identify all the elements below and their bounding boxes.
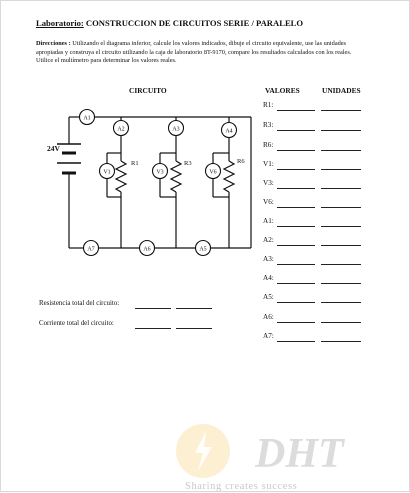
lab-title: CONSTRUCCION DE CIRCUITOS SERIE / PARALELO <box>85 18 304 28</box>
value-blank[interactable] <box>277 245 315 246</box>
unit-blank[interactable] <box>321 188 361 189</box>
watermark-slogan: Sharing creates success <box>185 481 298 492</box>
ammeter-a7 <box>84 241 99 256</box>
value-blank[interactable] <box>277 169 315 170</box>
unit-blank[interactable] <box>321 264 361 265</box>
svg-text:A7: A7 <box>87 246 95 253</box>
value-blank[interactable] <box>277 207 315 208</box>
value-row: V3: <box>263 179 274 187</box>
svg-text:V3: V3 <box>156 169 164 176</box>
unit-blank[interactable] <box>321 283 361 284</box>
resistor-label: R6 <box>237 158 245 165</box>
directions-label: Direcciones : <box>36 40 71 47</box>
voltmeter-v1 <box>100 164 115 179</box>
values-column-header: VALORES <box>265 86 300 95</box>
unit-blank[interactable] <box>321 226 361 227</box>
unit-blank[interactable] <box>321 302 361 303</box>
value-blank[interactable] <box>277 322 315 323</box>
unit-blank[interactable] <box>321 207 361 208</box>
value-row: R3: <box>263 121 274 129</box>
value-blank[interactable] <box>277 150 315 151</box>
value-row: R1: <box>263 101 274 109</box>
svg-text:A3: A3 <box>172 126 180 133</box>
unit-blank[interactable] <box>321 150 361 151</box>
svg-text:A4: A4 <box>225 128 233 135</box>
value-row: V1: <box>263 160 274 168</box>
units-column-header: UNIDADES <box>322 86 361 95</box>
svg-text:V6: V6 <box>209 169 217 176</box>
value-blank[interactable] <box>277 110 315 111</box>
unit-blank[interactable] <box>321 341 361 342</box>
unit-blank[interactable] <box>321 322 361 323</box>
ammeter-a5 <box>196 241 211 256</box>
resistor-label: R1 <box>131 160 139 167</box>
value-row: A6: <box>263 313 274 321</box>
value-row: R6: <box>263 141 274 149</box>
total-resistance-unit-blank[interactable] <box>176 308 212 309</box>
svg-text:V1: V1 <box>103 169 111 176</box>
svg-text:A1: A1 <box>83 115 91 122</box>
unit-blank[interactable] <box>321 110 361 111</box>
svg-text:A5: A5 <box>199 246 207 253</box>
unit-blank[interactable] <box>321 169 361 170</box>
total-resistance-value-blank[interactable] <box>135 308 171 309</box>
voltmeter-v6 <box>206 164 221 179</box>
svg-text:A2: A2 <box>117 126 125 133</box>
ammeter-a6 <box>140 241 155 256</box>
lab-label: Laboratorio: <box>36 18 84 28</box>
value-blank[interactable] <box>277 264 315 265</box>
total-resistance-label: Resistencia total del circuito: <box>39 300 120 307</box>
value-blank[interactable] <box>277 130 315 131</box>
unit-blank[interactable] <box>321 245 361 246</box>
voltmeter-v3 <box>153 164 168 179</box>
value-blank[interactable] <box>277 341 315 342</box>
value-row: A1: <box>263 217 274 225</box>
circuit-diagram <box>1 1 410 301</box>
total-current-label: Corriente total del circuito: <box>39 320 114 327</box>
watermark-logo <box>169 419 409 493</box>
ammeter-a1 <box>80 110 95 125</box>
value-row: A4: <box>263 274 274 282</box>
value-row: A3: <box>263 255 274 263</box>
svg-text:DHT: DHT <box>255 431 344 477</box>
value-row: A5: <box>263 293 274 301</box>
unit-blank[interactable] <box>321 130 361 131</box>
total-current-unit-blank[interactable] <box>176 328 212 329</box>
value-blank[interactable] <box>277 226 315 227</box>
ammeter-a4 <box>222 123 237 138</box>
value-row: A7: <box>263 332 274 340</box>
directions-text: Utilizando el diagrama inferior, calcule los valores indicados, dibuje el circuito equivalente, use las unidades apropiadas y construya el circuito utilizando la caja de laboratorio 8T-9170, compare los resultados calculados con los reales. Utilice el multímetro para determinar los valores reales. <box>36 40 352 65</box>
value-blank[interactable] <box>277 188 315 189</box>
value-row: V6: <box>263 198 274 206</box>
value-blank[interactable] <box>277 302 315 303</box>
resistor-label: R3 <box>184 160 192 167</box>
total-current-value-blank[interactable] <box>135 328 171 329</box>
battery-symbol <box>57 144 81 173</box>
source-voltage-label: 24V <box>47 144 60 153</box>
value-row: A2: <box>263 236 274 244</box>
value-blank[interactable] <box>277 283 315 284</box>
circuit-column-header: CIRCUITO <box>129 86 167 95</box>
ammeter-a3 <box>169 121 184 136</box>
ammeter-a2 <box>114 121 129 136</box>
svg-text:A6: A6 <box>143 246 151 253</box>
